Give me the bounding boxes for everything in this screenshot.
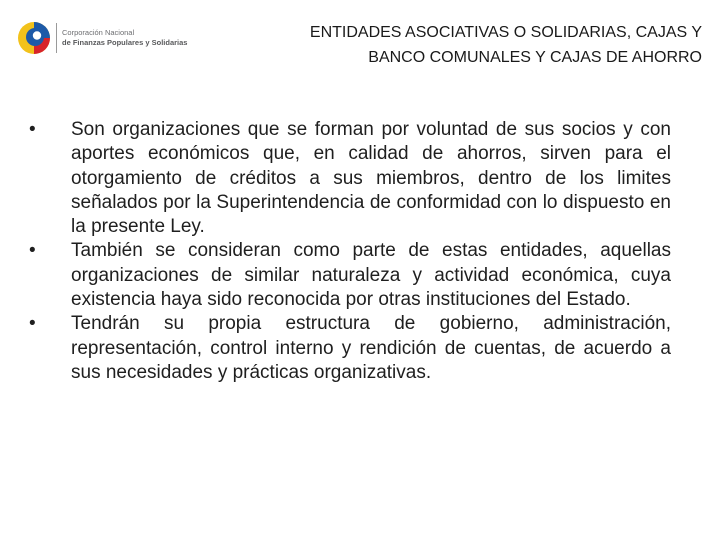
slide-title-line-1: ENTIDADES ASOCIATIVAS O SOLIDARIAS, CAJAS Y bbox=[309, 24, 702, 41]
bullet-item-1 bbox=[28, 118, 671, 239]
bullet-icon: • bbox=[29, 240, 36, 262]
logo-divider bbox=[56, 23, 57, 53]
bullet-list bbox=[28, 118, 671, 385]
bullet-item-3 bbox=[28, 312, 671, 385]
slide-title-line-2: BANCO COMUNALES Y CAJAS DE AHORRO bbox=[368, 49, 702, 66]
logo-line-2: de Finanzas Populares y Solidarias bbox=[62, 38, 188, 47]
bullet-icon: • bbox=[29, 313, 36, 335]
logo-text bbox=[62, 28, 187, 48]
bullet-icon: • bbox=[29, 119, 36, 140]
bullet-text-2: También se consideran como parte de estas entidades, aquellas organizaciones de similar naturaleza y actividad económica, cuya existencia haya sido reconocida por otras instituciones del Estado. bbox=[71, 240, 671, 311]
bullet-text-3: Tendrán su propia estructura de gobierno, administración, representación, control interno y rendición de cuentas, de acuerdo a sus necesidades y prácticas organizativas. bbox=[71, 313, 671, 383]
logo-core-highlight bbox=[33, 31, 41, 39]
organization-logo bbox=[16, 20, 187, 56]
logo-emblem-icon bbox=[16, 20, 52, 56]
slide-title bbox=[250, 20, 702, 70]
bullet-item-2 bbox=[28, 239, 671, 312]
bullet-text-1: Son organizaciones que se forman por voluntad de sus socios y con aportes económicos que, en calidad de ahorros, sirven para el otorgamiento de créditos a sus miembros, dentro de los limites señalados por la Superintendencia de conformidad con lo dispuesto en la presente Ley. bbox=[71, 119, 671, 238]
logo-line-1: Corporación Nacional bbox=[62, 28, 135, 37]
